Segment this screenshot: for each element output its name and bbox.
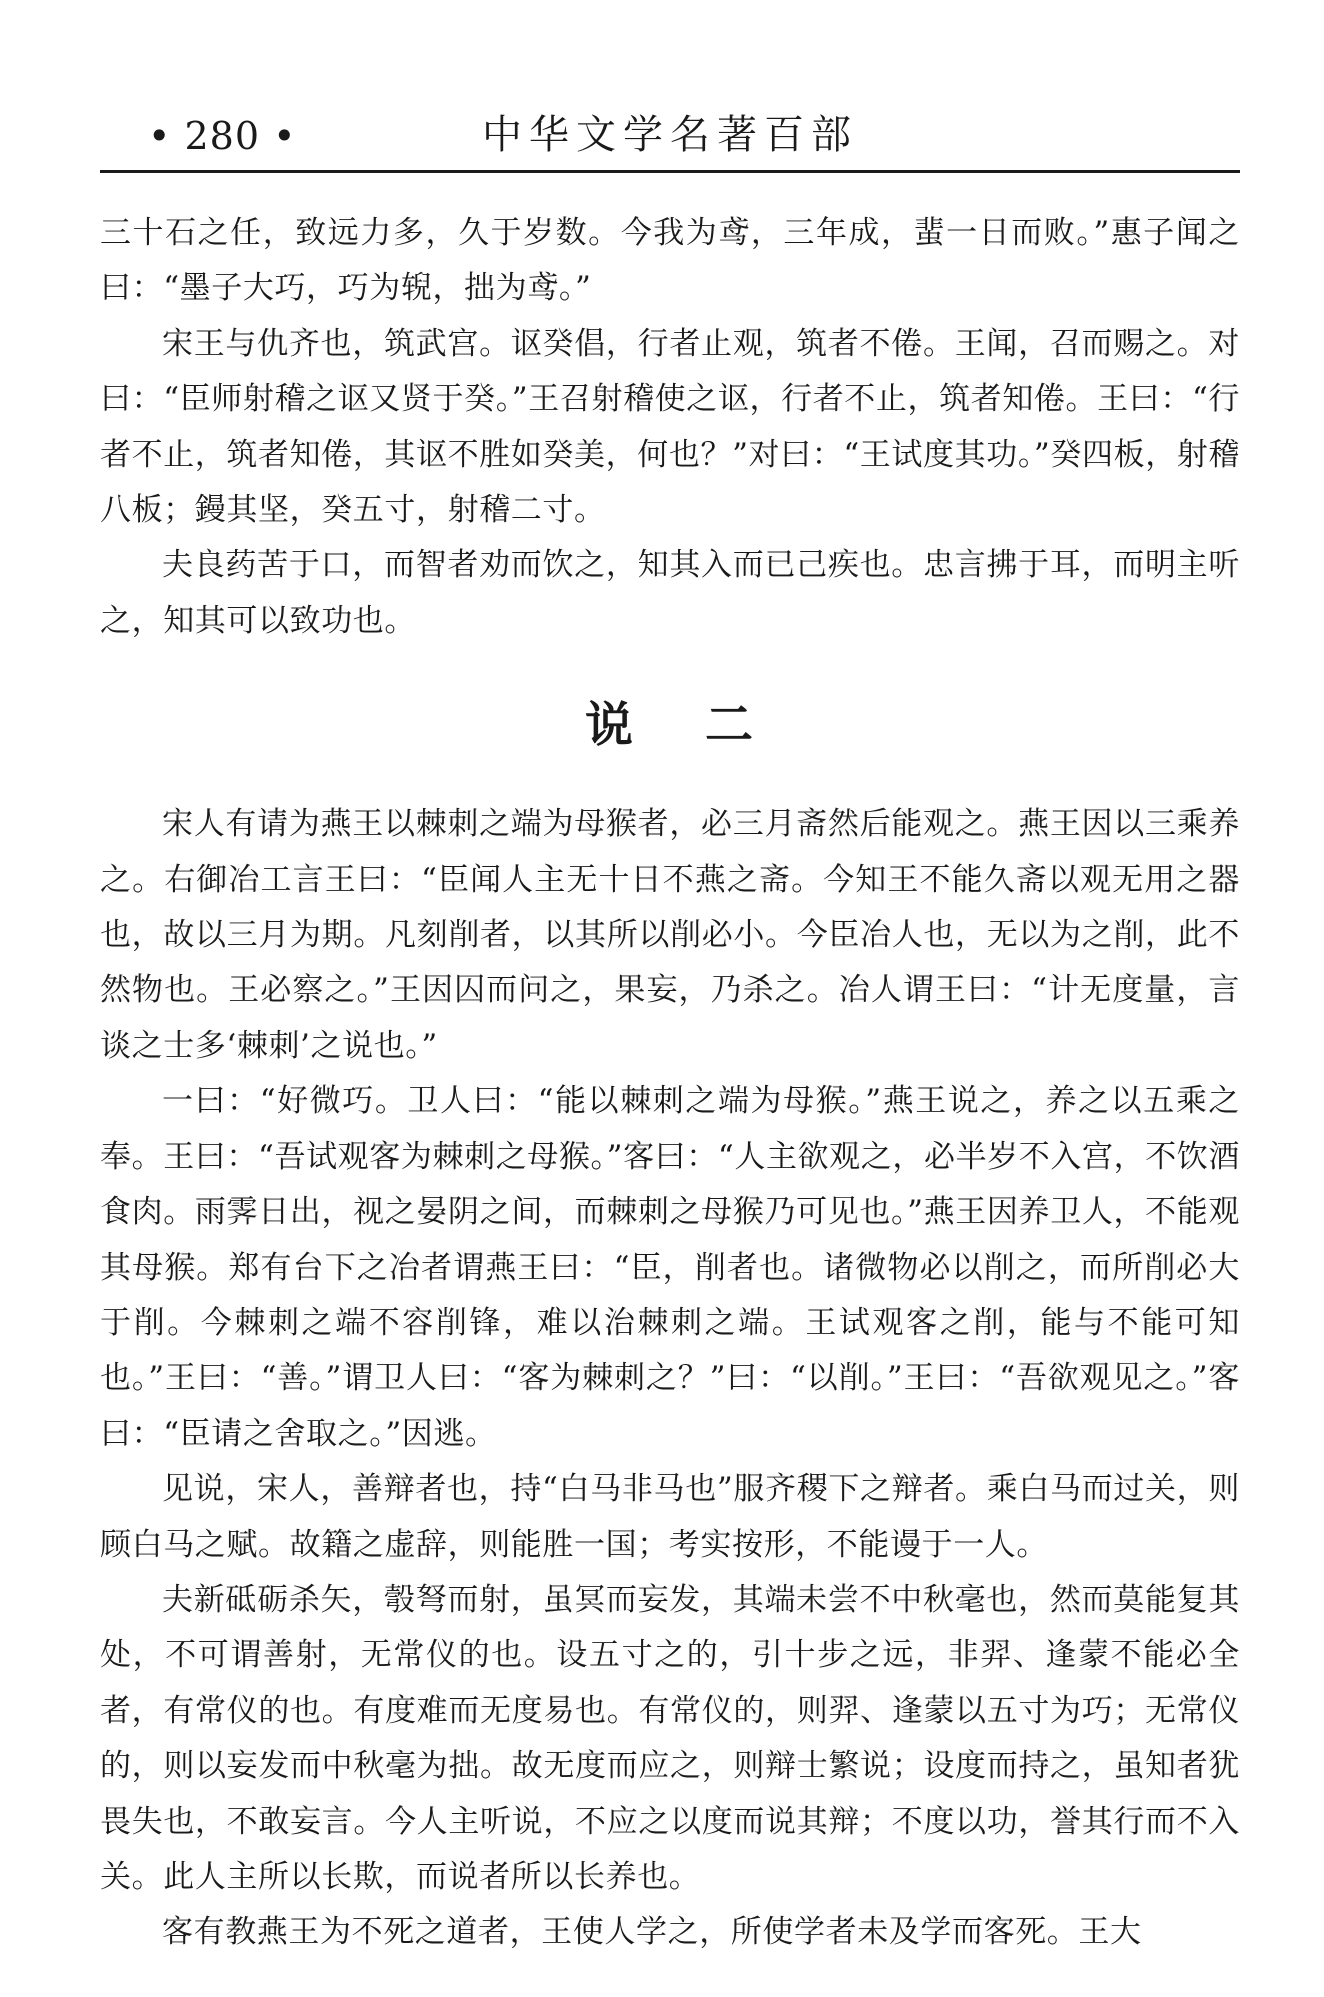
paragraphs-after-section	[100, 797, 1240, 1961]
page-header	[100, 108, 1240, 168]
paragraph: 夫良药苦于口，而智者劝而饮之，知其入而已己疾也。忠言拂于耳，而明主听之，知其可以致功也。	[100, 547, 1240, 639]
paragraph: 三十石之任，致远力多，久于岁数。今我为鸢，三年成，蜚一日而败。”惠子闻之曰：“墨子大巧，巧为𫐐，拙为鸢。”	[100, 215, 1240, 307]
page-number: • 280 •	[148, 114, 297, 158]
paragraph: 见说，宋人，善辩者也，持“白马非马也”服齐稷下之辩者。乘白马而过关，则顾白马之赋。故籍之虚辞，则能胜一国；考实按形，不能谩于一人。	[100, 1471, 1240, 1563]
section-heading-right: 二	[705, 697, 756, 754]
paragraph: 客有教燕王为不死之道者，王使人学之，所使学者未及学而客死。王大	[162, 1914, 1142, 1951]
paragraph: 一曰：“好微巧。卫人曰：“能以棘刺之端为母猴。”燕王说之，养之以五乘之奉。王曰：“吾试观客为棘刺之母猴。”客曰：“人主欲观之，必半岁不入宫，不饮酒食肉。雨霁日出，视之晏阴之间，而棘刺之母猴乃可见也。”燕王因养卫人，不能观其母猴。郑有台下之冶者谓燕王曰：“臣，削者也。诸微物必以削之，而所削必大于削。今棘刺之端不容削锋，难以治棘刺之端。王试观客之削，能与不能可知也。”王曰：“善。”谓卫人曰：“客为棘刺之？”曰：“以削。”王曰：“吾欲观见之。”客曰：“臣请之舍取之。”因逃。	[100, 1083, 1240, 1452]
section-heading	[100, 695, 1240, 755]
paragraph: 宋人有请为燕王以棘刺之端为母猴者，必三月斋然后能观之。燕王因以三乘养之。右御冶工言王曰：“臣闻人主无十日不燕之斋。今知王不能久斋以观无用之器也，故以三月为期。凡刻削者，以其所以削必小。今臣冶人也，无以为之削，此不然物也。王必察之。”王因囚而问之，果妄，乃杀之。冶人谓王曰：“计无度量，言谈之士多‘棘刺’之说也。”	[100, 806, 1240, 1064]
paragraph: 宋王与仇齐也，筑武宫。讴癸倡，行者止观，筑者不倦。王闻，召而赐之。对曰：“臣师射稽之讴又贤于癸。”王召射稽使之讴，行者不止，筑者知倦。王曰：“行者不止，筑者知倦，其讴不胜如癸美，何也？”对曰：“王试度其功。”癸四板，射稽八板；鏝其坚，癸五寸，射稽二寸。	[100, 325, 1240, 529]
paragraphs-before-section	[100, 206, 1240, 649]
section-heading-left: 说	[584, 697, 635, 754]
body-text	[100, 206, 1240, 1961]
running-title: 中华文学名著百部	[482, 112, 858, 158]
paragraph: 夫新砥砺杀矢，彀弩而射，虽冥而妄发，其端未尝不中秋毫也，然而莫能复其处，不可谓善射，无常仪的也。设五寸之的，引十步之远，非羿、逢蒙不能必全者，有常仪的也。有度难而无度易也。有常仪的，则羿、逢蒙以五寸为巧；无常仪的，则以妄发而中秋毫为拙。故无度而应之，则辩士繁说；设度而持之，虽知者犹畏失也，不敢妄言。今人主听说，不应之以度而说其辩；不度以功，誉其行而不入关。此人主所以长欺，而说者所以长养也。	[100, 1581, 1240, 1895]
header-rule	[100, 170, 1240, 173]
